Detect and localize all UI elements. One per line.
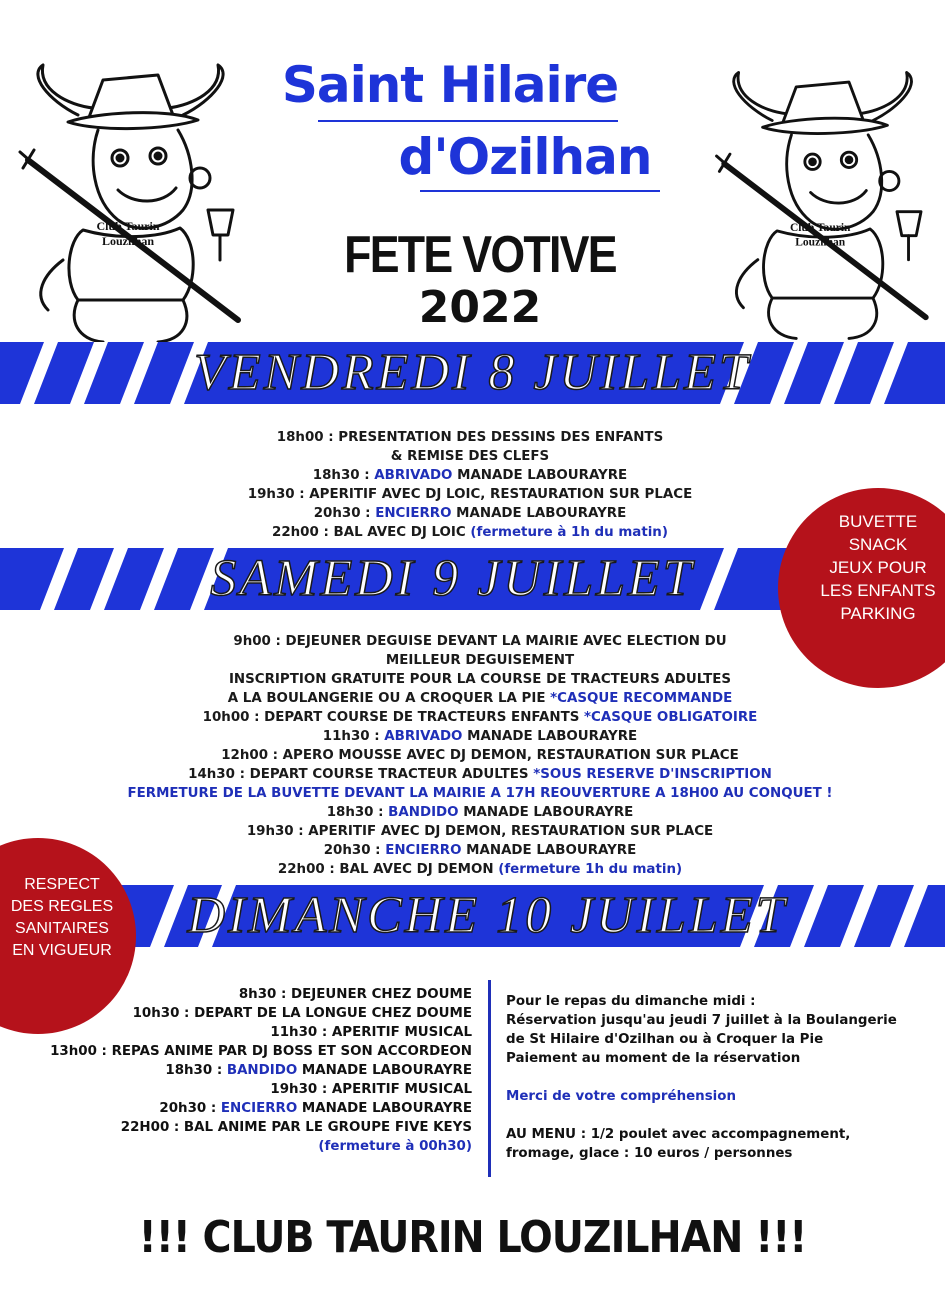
schedule-line (60, 860, 900, 879)
badge-line: DES REGLES (10, 898, 114, 915)
schedule-text: 18h30 : (312, 468, 375, 483)
info-line (506, 1030, 926, 1049)
schedule-text: de St Hilaire d'Ozilhan ou à Croquer la Pie (506, 1032, 824, 1047)
schedule-line (60, 632, 900, 651)
highlight-text: ENCIERRO (375, 506, 452, 521)
saturday-schedule (60, 632, 900, 879)
event-year: 2022 (418, 282, 542, 333)
schedule-text: 9h00 : DEJEUNER DEGUISE DEVANT LA MAIRIE AVEC ELECTION DU (233, 634, 727, 649)
title-underline (318, 120, 618, 122)
schedule-line (150, 523, 790, 542)
schedule-text: 22h00 : BAL AVEC DJ DEMON (277, 862, 499, 877)
info-line (506, 1087, 926, 1106)
saturday-title: SAMEDI 9 JUILLET (210, 550, 695, 607)
schedule-text: fromage, glace : 10 euros / personnes (506, 1146, 793, 1161)
schedule-text: 11h30 : (322, 729, 385, 744)
info-line (506, 1049, 926, 1068)
highlight-text: FERMETURE DE LA BUVETTE DEVANT LA MAIRIE A 17H REOUVERTURE A 18H00 AU CONQUET ! (127, 786, 833, 801)
schedule-text: 10h00 : DEPART COURSE DE TRACTEURS ENFANTS (202, 710, 585, 725)
sunday-meal-info (506, 992, 926, 1163)
page-title-line1: Saint Hilaire (281, 56, 619, 114)
schedule-text: 20h30 : (313, 506, 376, 521)
highlight-text: ABRIVADO (384, 729, 463, 744)
schedule-text: 8h30 : DEJEUNER CHEZ DOUME (238, 987, 472, 1002)
schedule-line (0, 1099, 472, 1118)
info-line (506, 1125, 926, 1144)
schedule-line (60, 822, 900, 841)
highlight-text: *CASQUE RECOMMANDE (550, 691, 733, 706)
schedule-text: MANADE LABOURAYRE (458, 805, 634, 820)
badge-line: LES ENFANTS (820, 581, 936, 600)
schedule-text: 14h30 : DEPART COURSE TRACTEUR ADULTES (188, 767, 534, 782)
schedule-line (0, 1004, 472, 1023)
schedule-line (0, 1061, 472, 1080)
schedule-line (60, 841, 900, 860)
schedule-line (0, 1118, 472, 1137)
schedule-line (60, 670, 900, 689)
schedule-text: 11h30 : APERITIF MUSICAL (270, 1025, 472, 1040)
mascot-shirt-text: Louzilhan (101, 234, 155, 248)
badge-line: SNACK (848, 535, 908, 554)
schedule-text: MANADE LABOURAYRE (461, 843, 637, 858)
schedule-line (60, 689, 900, 708)
friday-banner (0, 342, 945, 404)
badge-line: EN VIGUEUR (12, 942, 112, 959)
schedule-line (0, 1080, 472, 1099)
highlight-text: (fermeture 1h du matin) (498, 862, 683, 877)
schedule-text: AU MENU : 1/2 poulet avec accompagnement, (506, 1127, 851, 1142)
column-divider (488, 980, 491, 1177)
highlight-text: *SOUS RESERVE D'INSCRIPTION (533, 767, 772, 782)
schedule-text: MANADE LABOURAYRE (452, 468, 628, 483)
title-underline (420, 190, 660, 192)
schedule-line (150, 428, 790, 447)
bull-mascot-right (705, 62, 945, 347)
event-title: FETE VOTIVE (344, 226, 616, 284)
schedule-text: 12h00 : APERO MOUSSE AVEC DJ DEMON, RESTAURATION SUR PLACE (221, 748, 739, 763)
footer-club-name: !!! CLUB TAURIN LOUZILHAN !!! (138, 1212, 807, 1263)
schedule-text: 22h00 : BAL AVEC DJ LOIC (272, 525, 471, 540)
schedule-text: & REMISE DES CLEFS (390, 449, 550, 464)
badge-line: SANITAIRES (15, 920, 109, 937)
schedule-text: 19h30 : APERITIF MUSICAL (270, 1082, 472, 1097)
schedule-text: Paiement au moment de la réservation (506, 1051, 801, 1066)
info-line (506, 1068, 926, 1087)
schedule-text: 10h30 : DEPART DE LA LONGUE CHEZ DOUME (132, 1006, 472, 1021)
friday-schedule (150, 428, 790, 542)
schedule-text: 19h30 : APERITIF AVEC DJ LOIC, RESTAURATION SUR PLACE (247, 487, 693, 502)
schedule-line (60, 727, 900, 746)
schedule-text: 18h30 : (165, 1063, 227, 1078)
schedule-text: 18h30 : (326, 805, 389, 820)
schedule-line (150, 447, 790, 466)
badge-line: JEUX POUR (829, 558, 927, 577)
schedule-text: 20h30 : (159, 1101, 221, 1116)
schedule-line (60, 708, 900, 727)
sunday-banner (0, 885, 945, 947)
badge-line: RESPECT (24, 876, 100, 893)
highlight-text: Merci de votre compréhension (506, 1089, 737, 1104)
highlight-text: ENCIERRO (220, 1101, 298, 1116)
info-line (506, 992, 926, 1011)
schedule-text: MANADE LABOURAYRE (297, 1063, 472, 1078)
schedule-text: INSCRIPTION GRATUITE POUR LA COURSE DE TRACTEURS ADULTES (228, 672, 732, 687)
schedule-line (60, 765, 900, 784)
schedule-line (150, 466, 790, 485)
schedule-text: MEILLEUR DEGUISEMENT (385, 653, 575, 668)
schedule-line (0, 1042, 472, 1061)
highlight-text: BANDIDO (226, 1063, 298, 1078)
mascot-shirt-text: Louzilhan (795, 236, 846, 249)
schedule-line (0, 1137, 472, 1156)
schedule-text: Réservation jusqu'au jeudi 7 juillet à la Boulangerie (506, 1013, 897, 1028)
schedule-text: Pour le repas du dimanche midi : (506, 994, 756, 1009)
info-line (506, 1106, 926, 1125)
bull-mascot-left (8, 60, 258, 345)
schedule-text: MANADE LABOURAYRE (462, 729, 638, 744)
schedule-line (60, 784, 900, 803)
highlight-text: (fermeture à 00h30) (318, 1139, 472, 1154)
page-title-line2: d'Ozilhan (398, 128, 652, 186)
highlight-text: ABRIVADO (374, 468, 453, 483)
schedule-line (60, 651, 900, 670)
schedule-text: 20h30 : (323, 843, 386, 858)
mascot-shirt-text: Club Taurin (96, 219, 160, 233)
badge-line: BUVETTE (838, 512, 918, 531)
schedule-line (60, 746, 900, 765)
schedule-text: MANADE LABOURAYRE (297, 1101, 472, 1116)
schedule-line (150, 504, 790, 523)
schedule-text: 18h00 : PRESENTATION DES DESSINS DES ENFANTS (276, 430, 664, 445)
schedule-line (0, 1023, 472, 1042)
schedule-text: A LA BOULANGERIE OU A CROQUER LA PIE (227, 691, 551, 706)
info-line (506, 1144, 926, 1163)
schedule-text: 13h00 : REPAS ANIME PAR DJ BOSS ET SON ACCORDEON (50, 1044, 472, 1059)
sunday-title: DIMANCHE 10 JUILLET (187, 887, 788, 944)
badge-line: PARKING (840, 604, 916, 623)
friday-title: VENDREDI 8 JUILLET (194, 344, 751, 401)
schedule-line (60, 803, 900, 822)
highlight-text: ENCIERRO (385, 843, 462, 858)
schedule-line (150, 485, 790, 504)
info-line (506, 1011, 926, 1030)
schedule-text: MANADE LABOURAYRE (451, 506, 627, 521)
highlight-text: *CASQUE OBLIGATOIRE (584, 710, 758, 725)
schedule-line (0, 985, 472, 1004)
sunday-schedule (0, 985, 472, 1156)
highlight-text: BANDIDO (388, 805, 459, 820)
schedule-text: 22H00 : BAL ANIME PAR LE GROUPE FIVE KEYS (120, 1120, 472, 1135)
mascot-shirt-text: Club Taurin (789, 221, 851, 234)
schedule-text: 19h30 : APERITIF AVEC DJ DEMON, RESTAURATION SUR PLACE (246, 824, 714, 839)
highlight-text: (fermeture à 1h du matin) (470, 525, 668, 540)
